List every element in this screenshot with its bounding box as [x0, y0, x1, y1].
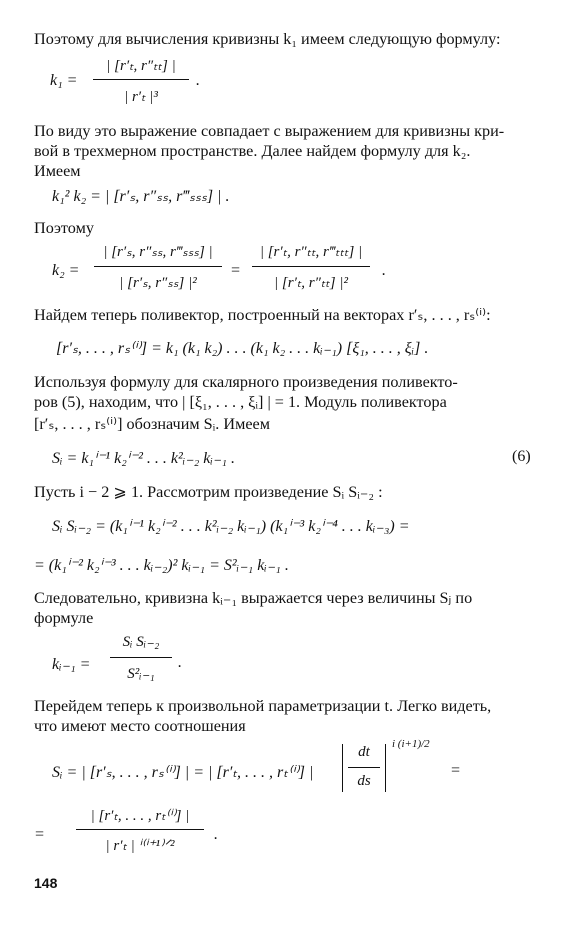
formula-8-exponent: i (i+1)/2	[392, 738, 430, 750]
paragraph-7-line-1: Следовательно, кривизна kᵢ₋₁ выражается через величины Sⱼ по	[34, 589, 473, 607]
paragraph-4: Найдем теперь поливектор, построенный на векторах r′ₛ, . . . , rₛ⁽ⁱ⁾:	[34, 306, 491, 324]
formula-8-line-2-equals: =	[34, 826, 45, 843]
formula-8-abs-right	[385, 744, 386, 792]
formula-6-line-2: = (k₁ⁱ⁻² k₂ⁱ⁻³ . . . kᵢ₋₂)² kᵢ₋₁ = S²ᵢ₋₁ kᵢ₋₁ .	[34, 557, 289, 574]
formula-8-line-1: Sᵢ = | [r′ₛ, . . . , rₛ⁽ⁱ⁾] | = | [r′ₜ, . . . , rₜ⁽ⁱ⁾] |	[52, 764, 314, 781]
formula-8-denominator-2: | r′ₜ | ⁱ⁽ⁱ⁺¹⁾ᐟ²	[105, 838, 175, 854]
formula-4: [r′ₛ, . . . , rₛ⁽ⁱ⁾] = k₁ (k₁ k₂) . . . (k₁ k₂ . . . kᵢ₋₁) [ξ₁, . . . , ξᵢ] .	[56, 340, 429, 357]
formula-3-fraction-bar-1	[94, 266, 222, 267]
formula-7-numerator: Sᵢ Sᵢ₋₂	[122, 634, 160, 650]
formula-8-derivative-denominator: ds	[357, 773, 371, 789]
paragraph-2-line-3: Имеем	[34, 162, 81, 180]
formula-1-lhs: k₁ =	[50, 72, 78, 89]
formula-1-numerator: | [r′ₜ, r″ₜₜ] |	[106, 58, 176, 74]
formula-1-fraction-bar	[93, 79, 189, 80]
formula-3-numerator-1: | [r′ₛ, r″ₛₛ, r‴ₛₛₛ] |	[103, 244, 213, 260]
formula-3-denominator-1: | [r′ₛ, r″ₛₛ] |²	[119, 275, 197, 291]
formula-7-lhs: kᵢ₋₁ =	[52, 656, 91, 673]
formula-3-lhs: k₂ =	[52, 262, 80, 279]
formula-3-fraction-bar-2	[252, 266, 370, 267]
formula-6-line-1: Sᵢ Sᵢ₋₂ = (k₁ⁱ⁻¹ k₂ⁱ⁻² . . . k²ᵢ₋₂ kᵢ₋₁) (k₁ⁱ⁻³ k₂ⁱ⁻⁴ . . . kᵢ₋₃) =	[52, 518, 410, 535]
paragraph-1: Поэтому для вычисления кривизны k₁ имеем следующую формулу:	[34, 30, 501, 48]
page-number: 148	[34, 875, 58, 891]
paragraph-5-line-2: ров (5), находим, что | [ξ₁, . . . , ξᵢ] | = 1. Модуль поливектора	[34, 393, 447, 411]
formula-8-derivative-bar	[348, 767, 380, 768]
formula-5-number: (6)	[512, 448, 531, 465]
paragraph-3: Поэтому	[34, 219, 94, 237]
paragraph-5-line-3: [r′ₛ, . . . , rₛ⁽ⁱ⁾] обозначим Sᵢ. Имеем	[34, 415, 270, 433]
paragraph-7-line-2: формуле	[34, 609, 94, 627]
paragraph-5-line-1: Используя формулу для скалярного произведения поливекто-	[34, 373, 458, 391]
formula-8-derivative-numerator: dt	[358, 744, 370, 760]
formula-7-period: .	[178, 654, 182, 671]
formula-3-period: .	[382, 262, 386, 279]
formula-8-period: .	[214, 826, 218, 843]
formula-2: k₁² k₂ = | [r′ₛ, r″ₛₛ, r‴ₛₛₛ] | .	[52, 188, 230, 205]
formula-5: Sᵢ = k₁ⁱ⁻¹ k₂ⁱ⁻² . . . k²ᵢ₋₂ kᵢ₋₁ .	[52, 450, 235, 467]
formula-1-period: .	[196, 72, 200, 89]
formula-8-numerator-2: | [r′ₜ, . . . , rₜ⁽ⁱ⁾] |	[90, 808, 190, 824]
formula-3-denominator-2: | [r′ₜ, r″ₜₜ] |²	[274, 275, 348, 291]
formula-1-denominator: | r′ₜ |³	[124, 89, 158, 105]
formula-7-fraction-bar	[110, 657, 172, 658]
paragraph-2-line-2: вой в трехмерном пространстве. Далее найдем формулу для k₂.	[34, 142, 471, 160]
paragraph-6: Пусть i − 2 ⩾ 1. Рассмотрим произведение Sᵢ Sᵢ₋₂ :	[34, 483, 383, 501]
paragraph-8-line-1: Перейдем теперь к произвольной параметризации t. Легко видеть,	[34, 697, 492, 715]
formula-7-denominator: S²ᵢ₋₁	[127, 666, 155, 682]
paragraph-8-line-2: что имеют место соотношения	[34, 717, 246, 735]
formula-8-abs-left	[342, 744, 343, 792]
formula-3-equals: =	[230, 262, 241, 279]
formula-3-numerator-2: | [r′ₜ, r″ₜₜ, r‴ₜₜₜ] |	[259, 244, 363, 260]
formula-8-equals: =	[450, 762, 461, 779]
formula-8-fraction-bar-2	[76, 829, 204, 830]
paragraph-2-line-1: По виду это выражение совпадает с выражением для кривизны кри-	[34, 122, 505, 140]
